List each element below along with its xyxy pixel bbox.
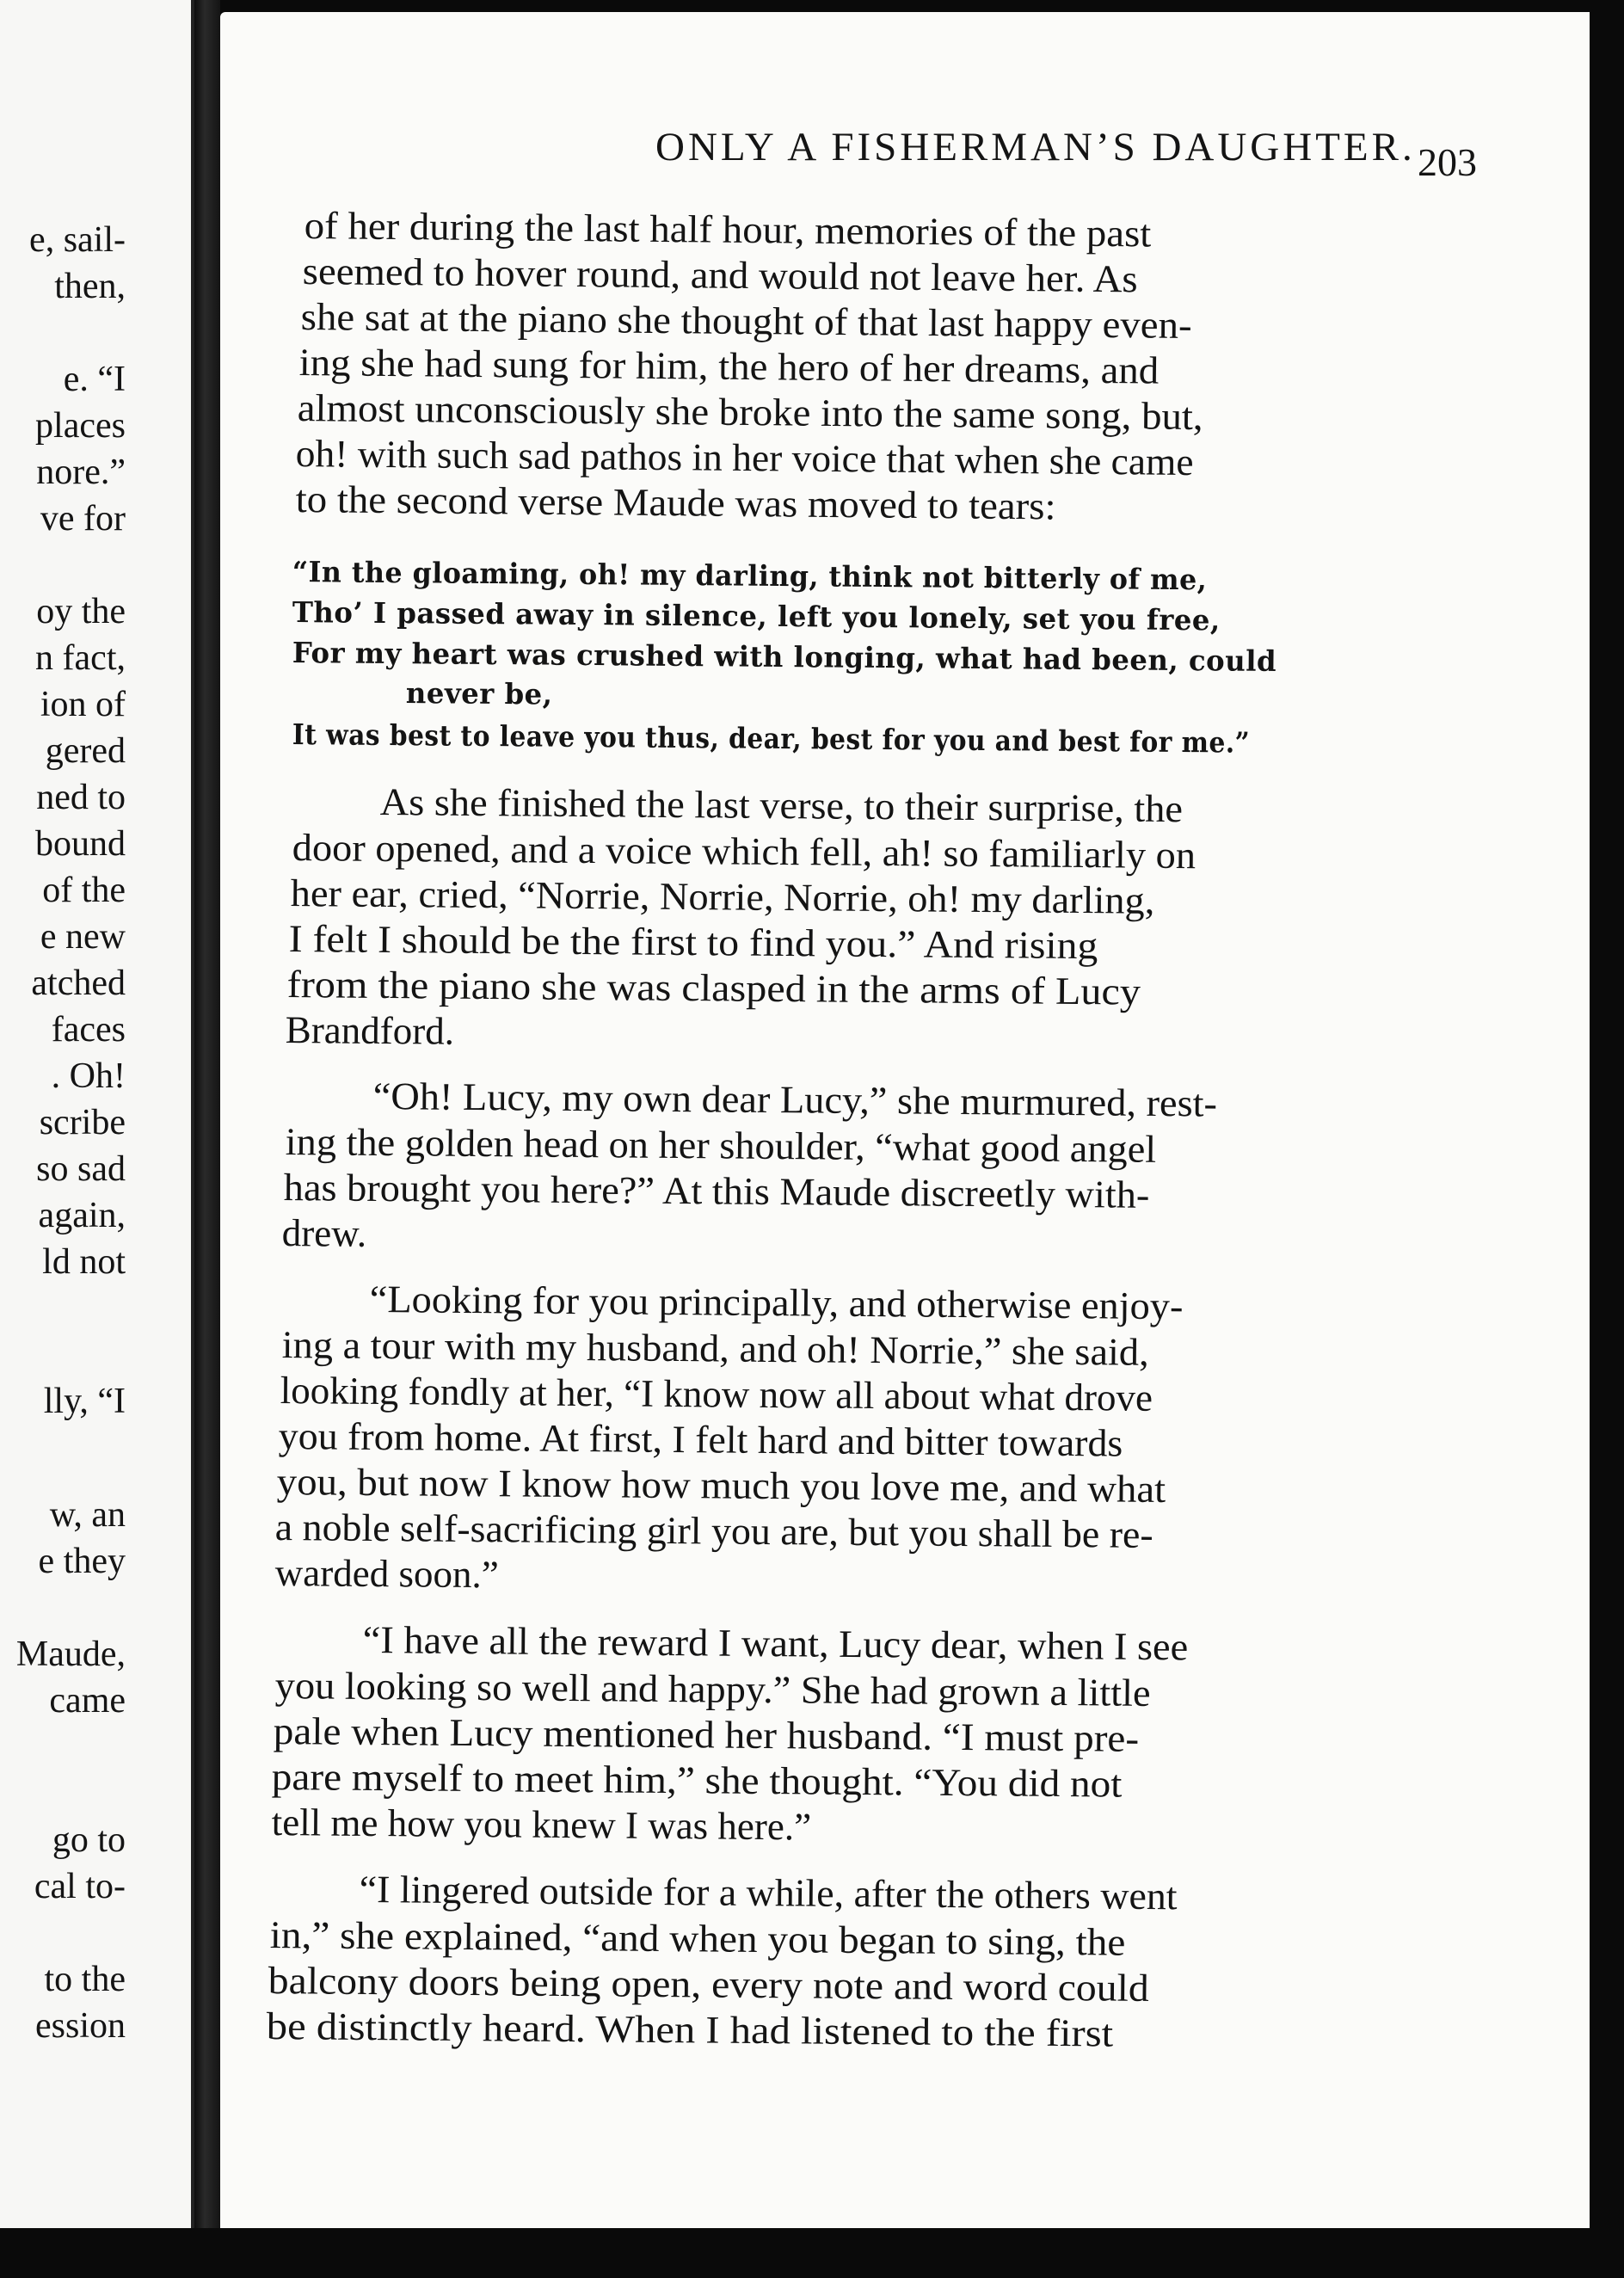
body-line: she sat at the piano she thought of that last happy even- (300, 295, 1192, 347)
facing-line: lly, “I (43, 1382, 126, 1421)
body-line: from the piano she was clasped in the arms of Lucy (286, 963, 1141, 1013)
body-line: ing she had sung for him, the hero of her dreams, and (298, 341, 1160, 392)
facing-line: ned to (36, 778, 126, 817)
body-line: drew. (281, 1211, 367, 1255)
body-line: warded soon.” (274, 1551, 499, 1597)
body-line: you from home. At first, I felt hard and bitter towards (278, 1414, 1123, 1465)
facing-line: go to (52, 1820, 126, 1860)
facing-line: came (49, 1681, 126, 1721)
facing-line: of the (42, 871, 126, 910)
poem-line: Tho’ I passed away in silence, left you lonely, set you free, (292, 595, 1221, 637)
body-line: pale when Lucy mentioned her husband. “I must pre- (273, 1709, 1140, 1760)
facing-line: bound (35, 824, 126, 864)
book-gutter (194, 0, 220, 2278)
facing-line: ld not (42, 1242, 126, 1282)
body-line: in,” she explained, “and when you began to sing, the (269, 1913, 1126, 1964)
body-line: to the second verse Maude was moved to tears: (295, 477, 1056, 528)
body-line: ing the golden head on her shoulder, “what good angel (285, 1120, 1157, 1171)
facing-line: to the (44, 1960, 126, 1999)
facing-line: ession (35, 2006, 126, 2046)
facing-line: again, (38, 1196, 126, 1235)
poem-line: It was best to leave you thus, dear, best for you and best for me.” (292, 717, 1251, 760)
page-number: 203 (1418, 140, 1477, 184)
body-line: looking fondly at her, “I know now all about what drove (280, 1369, 1153, 1419)
scan-border (0, 2228, 1624, 2278)
facing-line: ion of (40, 685, 126, 724)
body-line: “Oh! Lucy, my own dear Lucy,” she murmured, rest- (372, 1074, 1218, 1125)
poem-line: “In the gloaming, oh! my darling, think not bitterly of me, (292, 555, 1208, 597)
facing-line: oy the (36, 592, 126, 631)
body-line: pare myself to meet him,” she thought. “You did not (271, 1755, 1123, 1806)
body-line: I felt I should be the first to find you.” And rising (288, 917, 1098, 968)
body-line: Brandford. (285, 1008, 455, 1053)
facing-line: scribe (39, 1103, 126, 1142)
facing-line: atched (31, 964, 126, 1003)
book-page (220, 12, 1590, 2257)
facing-line: so sad (36, 1149, 126, 1189)
body-line: you looking so well and happy.” She had grown a little (274, 1664, 1151, 1715)
facing-line: ve for (40, 499, 126, 539)
body-line: her ear, cried, “Norrie, Norrie, Norrie, oh! my darling, (290, 871, 1155, 922)
body-line: As she finished the last verse, to their surprise, the (379, 780, 1184, 831)
body-line: tell me how you knew I was here.” (271, 1801, 812, 1849)
facing-line: cal to- (34, 1867, 126, 1906)
facing-line: e, sail- (29, 220, 126, 260)
facing-line: faces (51, 1010, 126, 1050)
body-line: oh! with such sad pathos in her voice that when she came (295, 432, 1194, 484)
facing-page-fragment (0, 0, 194, 2228)
body-line: ing a tour with my husband, and oh! Norrie,” she said, (281, 1323, 1149, 1374)
facing-line: Maude, (15, 1635, 126, 1674)
body-line: “I have all the reward I want, Lucy dear, when I see (362, 1618, 1189, 1669)
poem-line: For my heart was crushed with longing, what had been, could (292, 636, 1277, 678)
facing-line: n fact, (35, 638, 126, 678)
body-line: “Looking for you principally, and otherwise enjoy- (369, 1278, 1184, 1328)
facing-line: e. “I (63, 360, 126, 399)
facing-line: places (35, 406, 126, 446)
body-line: has brought you here?” At this Maude discreetly with- (283, 1166, 1150, 1216)
facing-line: w, an (49, 1495, 126, 1535)
facing-line: e new (40, 917, 126, 957)
facing-line: nore.” (36, 453, 126, 492)
facing-line: then, (54, 267, 126, 306)
running-title: ONLY A FISHERMAN’S DAUGHTER. (655, 125, 1416, 169)
poem-line: never be, (405, 676, 553, 711)
facing-line: gered (45, 731, 126, 771)
body-line: seemed to hover round, and would not leave her. As (302, 249, 1138, 301)
body-line: a noble self-sacrificing girl you are, but you shall be re- (274, 1505, 1153, 1556)
body-line: of her during the last half hour, memories of the past (304, 204, 1152, 256)
body-line: be distinctly heard. When I had listened to the first (266, 2004, 1114, 2055)
body-line: door opened, and a voice which fell, ah! so familiarly on (292, 826, 1196, 877)
body-line: balcony doors being open, every note and word could (268, 1959, 1149, 2010)
body-line: almost unconsciously she broke into the same song, but, (297, 386, 1203, 439)
facing-line: . Oh! (51, 1056, 126, 1096)
facing-line: e they (38, 1542, 126, 1581)
body-line: you, but now I know how much you love me, and what (276, 1460, 1166, 1511)
body-line: “I lingered outside for a while, after the others went (359, 1868, 1178, 1918)
